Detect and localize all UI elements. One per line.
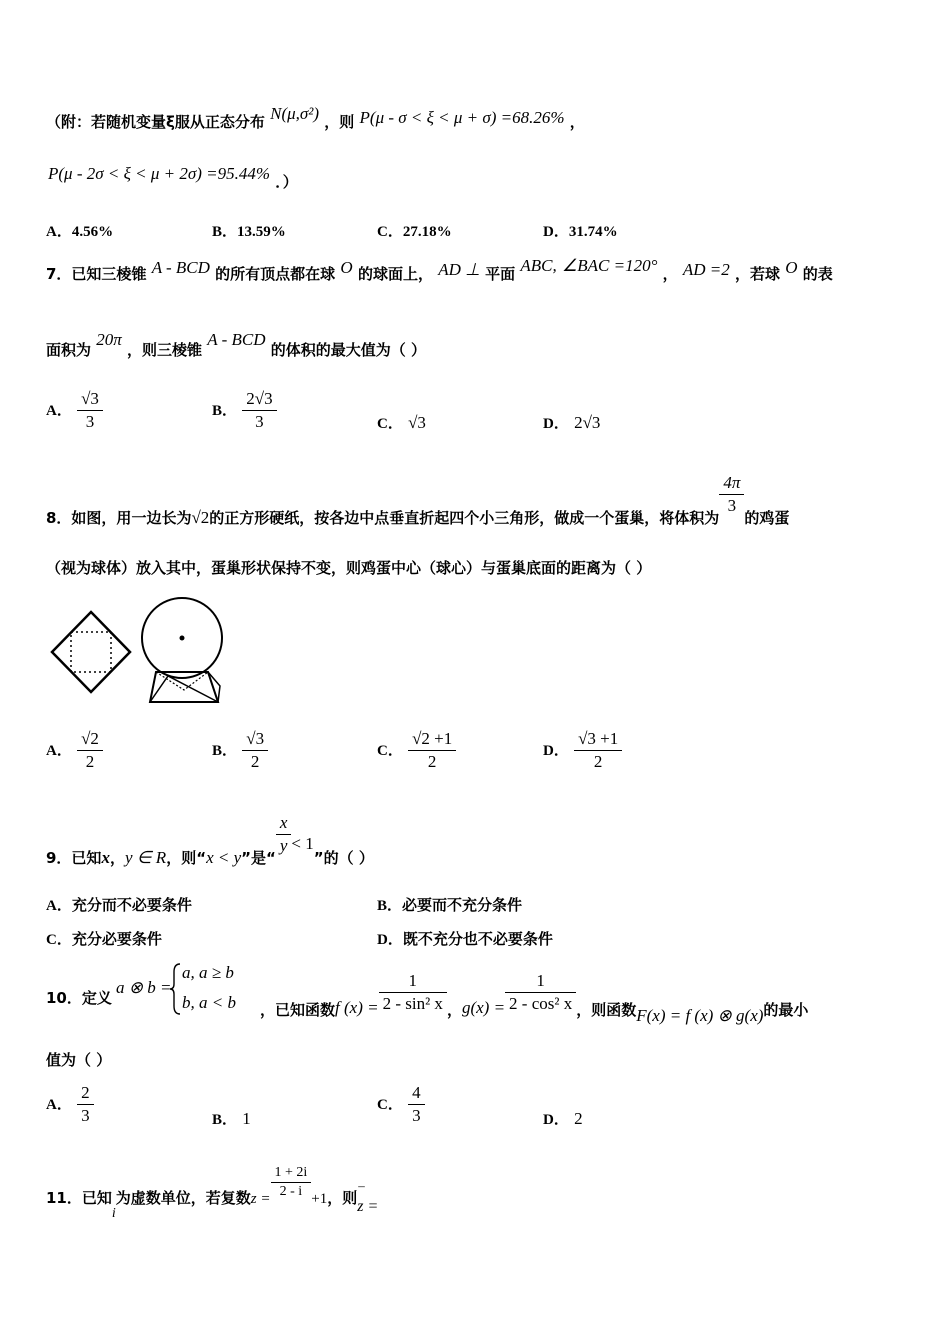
q10-text: 10．定义 [46,989,112,1007]
option-label: D． [543,224,569,240]
frac-num: 1 [505,970,576,993]
fraction [408,1082,425,1127]
q7-text: ，若球 [734,265,780,283]
q9-text: 9．已知 [46,849,102,867]
q11-text: ，则 [327,1189,358,1207]
fraction [77,388,103,433]
option-label: C． [377,224,403,240]
option-text: 13.59% [237,224,286,240]
q7-stem-line-1 [46,256,833,284]
option-label: C． [377,743,403,759]
q9-option-a[interactable] [46,894,192,915]
option-text: 充分必要条件 [71,930,162,948]
q10-math: F(x) = f (x) ⊗ g(x) [636,1006,764,1025]
q8-stem-line-1 [46,472,790,527]
frac-den: y [279,836,288,855]
q10-math: a ⊗ b = [116,978,172,997]
frac-den: 2 [427,752,437,771]
q9-text: ”的（ ） [313,849,374,867]
q7-math: O [340,258,353,277]
option-text: 2√3 [574,413,601,432]
option-text: 充分而不必要条件 [71,896,192,914]
q10-math: f (x) = [335,998,379,1017]
q7-math: A - BCD [151,258,210,277]
frac-den: 3 [81,1106,90,1125]
option-label: A． [46,1097,72,1113]
q7-text: 的所有顶点都在球 [215,265,336,283]
q10-option-a[interactable] [46,1082,94,1127]
option-label: C． [377,1097,403,1113]
q8-text: 的鸡蛋 [744,509,790,527]
q8-option-d[interactable] [543,728,622,773]
q10-math: g(x) = [461,998,506,1017]
option-text: 必要而不充分条件 [402,896,523,914]
q6-option-d[interactable] [543,220,618,241]
frac-den: 2 - i [279,1184,303,1199]
frac-num: 1 + 2i [271,1164,312,1183]
q9-math: y ∈ R [124,848,167,867]
egg-nest-figure [48,594,228,712]
option-label: A． [46,743,72,759]
q7-text: 面积为 [46,341,92,359]
q9-option-b[interactable] [377,894,522,915]
option-label: B． [212,403,238,419]
fraction [719,472,744,517]
q10-option-c[interactable] [377,1082,425,1127]
q10-case-2 [182,993,236,1013]
frac-den: 3 [85,412,95,431]
frac-num: 1 [379,970,447,993]
fraction [505,970,576,1015]
option-label: C． [377,416,403,432]
z-conjugate [357,1178,379,1215]
note-mid: ，则 [324,113,355,131]
q7-math: AD =2 [682,260,730,279]
note-line-2 [48,164,298,191]
q7-text: 的体积的最大值为（ ） [270,341,426,359]
fraction [276,812,292,857]
option-label: B． [212,224,238,240]
q8-text: 的正方形硬纸，按各边中点垂直折起四个小三角形，做成一个蛋巢，将体积为 [209,509,720,527]
option-label: A． [46,403,72,419]
frac-num: √3 +1 [574,728,622,751]
q8-option-c[interactable] [377,728,456,773]
option-label: D． [543,1112,569,1128]
frac-num: 2 [77,1082,94,1105]
conjugate-bar: – [358,1178,365,1193]
piecewise-brace [170,962,182,1016]
option-label: D． [543,416,569,432]
q7-math: A - BCD [207,330,266,349]
case-text: a, a ≥ b [182,963,234,982]
fraction [408,728,456,773]
fraction [77,728,103,773]
q9-math: x < y [206,848,242,867]
q7-text: 平面 [485,265,516,283]
q10-stem-line-2 [46,1050,111,1070]
q7-math: ABC, [520,256,557,275]
q11-math: +1 [311,1191,328,1207]
q10-text: ，则函数 [576,1001,637,1019]
option-text: 既不充分也不必要条件 [402,930,553,948]
q7-math: O [785,258,798,277]
q7-text: 的球面上， [357,265,433,283]
fraction [242,728,268,773]
q11-text: 为虚数单位，若复数 [115,1189,251,1207]
q10-option-d[interactable] [543,1108,583,1129]
q9-option-d[interactable] [377,928,553,949]
q10-case-1 [182,963,234,983]
option-label: A． [46,898,72,914]
q9-text: ， [109,849,125,867]
q11-math: i [111,1206,116,1221]
q8-text: 8．如图，用一边长为 [46,509,192,527]
q10-text: ，已知函数 [260,1001,336,1019]
case-text: b, a < b [182,993,236,1012]
q7-option-a[interactable] [46,388,103,433]
q7-option-c[interactable] [377,412,426,433]
frac-num: x [276,812,292,835]
fraction [242,388,276,433]
q8-option-b[interactable] [212,728,268,773]
option-label: D． [377,932,403,948]
option-text: 2 [574,1109,583,1128]
q7-math: 20π [96,330,122,349]
normal-distribution: N(μ,σ²) [270,104,320,123]
q7-text: 7．已知三棱锥 [46,265,147,283]
option-label: B． [212,743,238,759]
note-prefix: （附：若随机变量ξ服从正态分布 [46,113,265,131]
q11-math: z = [250,1191,271,1207]
q7-stem-line-2 [46,330,426,360]
frac-num: √2 +1 [408,728,456,751]
q7-text: 的表 [802,265,833,283]
q9-text: ”是“ [241,849,276,867]
q7-option-d[interactable] [543,412,600,433]
q10-option-b[interactable] [212,1108,251,1129]
prob-one-sigma: P(μ - σ < ξ < μ + σ) =68.26% [359,108,565,127]
q10-text: ， [446,1001,462,1019]
q7-text: ， [662,265,678,283]
q9-stem [46,812,374,867]
option-label: B． [212,1112,238,1128]
fraction [271,1164,312,1201]
q10-text: 的最小 [763,1001,809,1019]
q6-option-a[interactable] [46,220,113,241]
frac-num: √3 [77,388,103,411]
frac-den: 3 [255,412,264,431]
frac-den: 3 [412,1106,421,1125]
q8-text: （视为球体）放入其中，蛋巢形状保持不变，则鸡蛋中心（球心）与蛋巢底面的距离为（ ） [46,559,652,577]
q10-def [116,978,171,998]
egg-in-nest-diagram [142,598,222,702]
frac-den: 3 [727,496,737,515]
q8-math: √2 [191,508,210,527]
frac-den: 2 [85,752,95,771]
option-text: 31.74% [568,224,618,240]
frac-num: √3 [242,728,268,751]
option-text: √3 [408,413,426,432]
q9-text: ，则“ [166,849,207,867]
q9-option-c[interactable] [46,928,162,949]
option-label: A． [46,224,72,240]
q7-option-b[interactable] [212,388,277,433]
frac-num: 4π [719,472,744,495]
note-line-1 [46,104,585,132]
frac-num: 2√3 [242,388,276,411]
frac-den: 2 [593,752,603,771]
q8-stem-line-2 [46,558,651,578]
frac-den: 2 - cos² x [509,994,573,1013]
option-text: 27.18% [402,224,452,240]
frac-num: √2 [77,728,103,751]
option-text: 1 [242,1109,251,1128]
q6-option-c[interactable] [377,220,452,241]
q10-funcs [260,970,809,1025]
q10-label [46,988,112,1008]
frac-num: 4 [408,1082,425,1105]
option-label: B． [377,898,403,914]
note-sep: ， [569,113,585,131]
q8-option-a[interactable] [46,728,103,773]
q7-text: ，则三棱锥 [127,341,203,359]
fraction [77,1082,94,1127]
q9-math: < 1 [291,834,314,853]
option-text: 4.56% [71,224,114,240]
q11-math: z = [357,1198,379,1215]
q6-option-b[interactable] [212,220,286,241]
q7-math: AD ⊥ [438,260,480,279]
option-label: C． [46,932,72,948]
q11-stem [46,1164,379,1221]
prob-two-sigma: P(μ - 2σ < ξ < μ + 2σ) =95.44% [48,164,271,183]
frac-den: 2 - sin² x [382,994,443,1013]
q9-math: x [101,848,110,867]
q7-math: ∠BAC =120° [562,256,658,275]
unfolded-square-diagram [52,612,130,692]
option-label: D． [543,743,569,759]
frac-den: 2 [250,752,260,771]
note-end: ．） [275,173,298,191]
q10-text: 值为（ ） [46,1051,112,1069]
fraction [574,728,622,773]
q11-text: 11．已知 [46,1189,112,1207]
fraction [379,970,447,1015]
